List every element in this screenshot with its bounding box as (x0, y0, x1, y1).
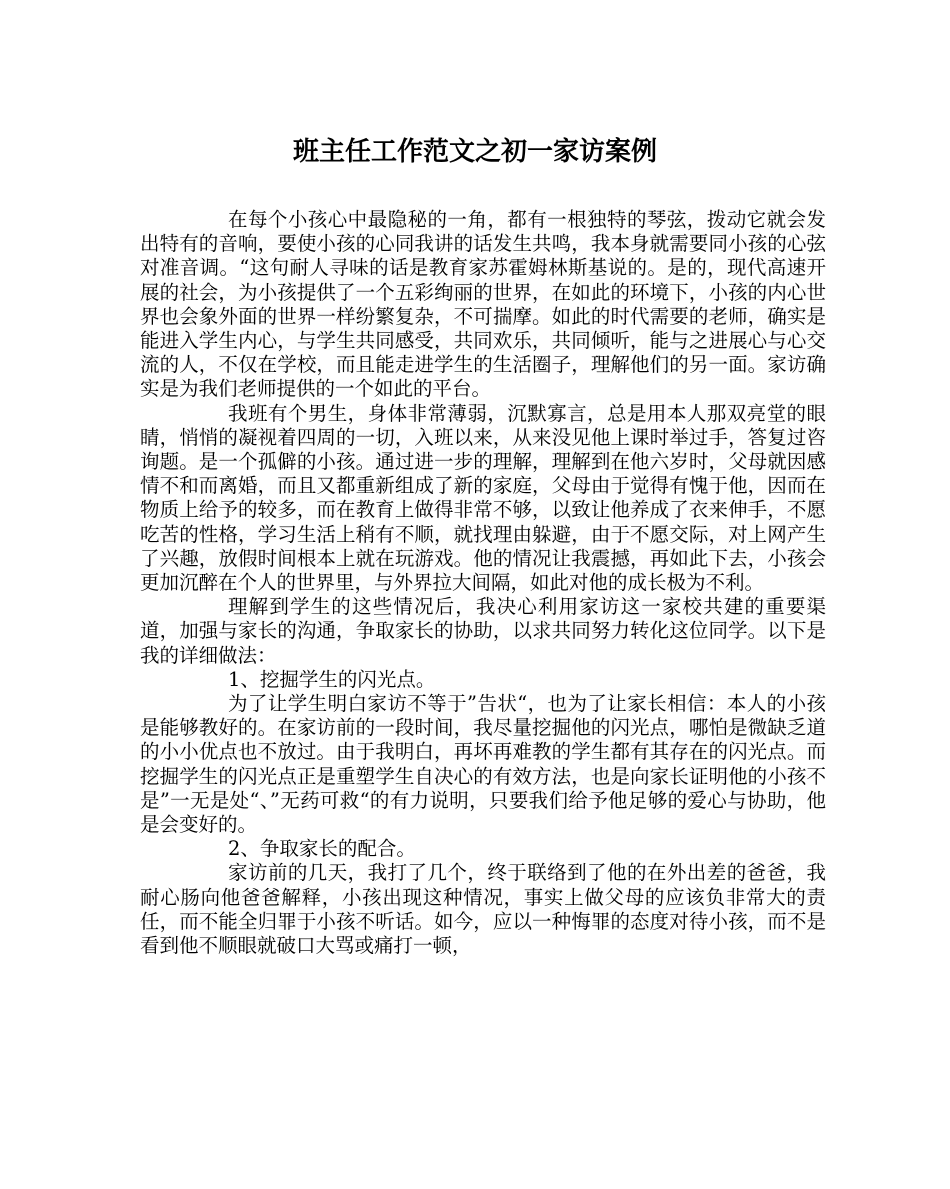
paragraph-section-1: 为了让学生明白家访不等于”告状“，也为了让家长相信：本人的小孩是能够教好的。在家访前的一段时间，我尽量挖掘他的闪光点，哪怕是微缺乏道的小小优点也不放过。由于我明白，再坏再难教的学生都有其存在的闪光点。而挖掘学生的闪光点正是重塑学生自决心的有效方法，也是向家长证明他的小孩不是”一无是处“、”无药可救“的有力说明，只要我们给予他足够的爱心与协助，他是会变好的。 (140, 692, 826, 837)
paragraph-student-situation: 我班有个男生，身体非常薄弱，沉默寡言，总是用本人那双亮堂的眼睛，悄悄的凝视着四周的一切，入班以来，从来没见他上课时举过手，答复过咨询题。是一个孤僻的小孩。通过进一步的理解，理解到在他六岁时，父母就因感情不和而离婚，而且又都重新组成了新的家庭，父母由于觉得有愧于他，因而在物质上给予的较多，而在教育上做得非常不够，以致让他养成了衣来伸手，不愿吃苦的性格，学习生活上稍有不顺，就找理由躲避，由于不愿交际，对上网产生了兴趣，放假时间根本上就在玩游戏。他的情况让我震撼，再如此下去，小孩会更加沉醉在个人的世界里，与外界拉大间隔，如此对他的成长极为不利。 (140, 401, 826, 595)
section-heading-2: 2、争取家长的配合。 (228, 837, 416, 861)
paragraph-intro: 在每个小孩心中最隐秘的一角，都有一根独特的琴弦，拨动它就会发出特有的音响，要使小孩的心同我讲的话发生共鸣，我本身就需要同小孩的心弦对准音调。“这句耐人寻味的话是教育家苏霍姆林斯基说的。是的，现代高速开展的社会，为小孩提供了一个五彩绚丽的世界，在如此的环境下，小孩的内心世界也会象外面的世界一样纷繁复杂，不可揣摩。如此的时代需要的老师，确实是能进入学生内心，与学生共同感受，共同欢乐，共同倾听，能与之进展心与心交流的人，不仅在学校，而且能走进学生的生活圈子，理解他们的另一面。家访确实是为我们老师提供的一个如此的平台。 (140, 208, 826, 401)
paragraph-decision: 理解到学生的这些情况后，我决心利用家访这一家校共建的重要渠道，加强与家长的沟通，争取家长的协助，以求共同努力转化这位同学。以下是我的详细做法： (140, 595, 826, 667)
section-heading-1: 1、挖掘学生的闪光点。 (228, 667, 436, 691)
document-body (140, 208, 826, 958)
paragraph-section-2: 家访前的几天，我打了几个，终于联络到了他的在外出差的爸爸，我耐心肠向他爸爸解释，小孩出现这种情况，事实上做父母的应该负非常大的责任，而不能全归罪于小孩不听话。如今，应以一种悔罪的态度对待小孩，而不是看到他不顺眼就破口大骂或痛打一顿， (140, 861, 826, 958)
document-title: 班主任工作范文之初一家访案例 (292, 137, 657, 167)
